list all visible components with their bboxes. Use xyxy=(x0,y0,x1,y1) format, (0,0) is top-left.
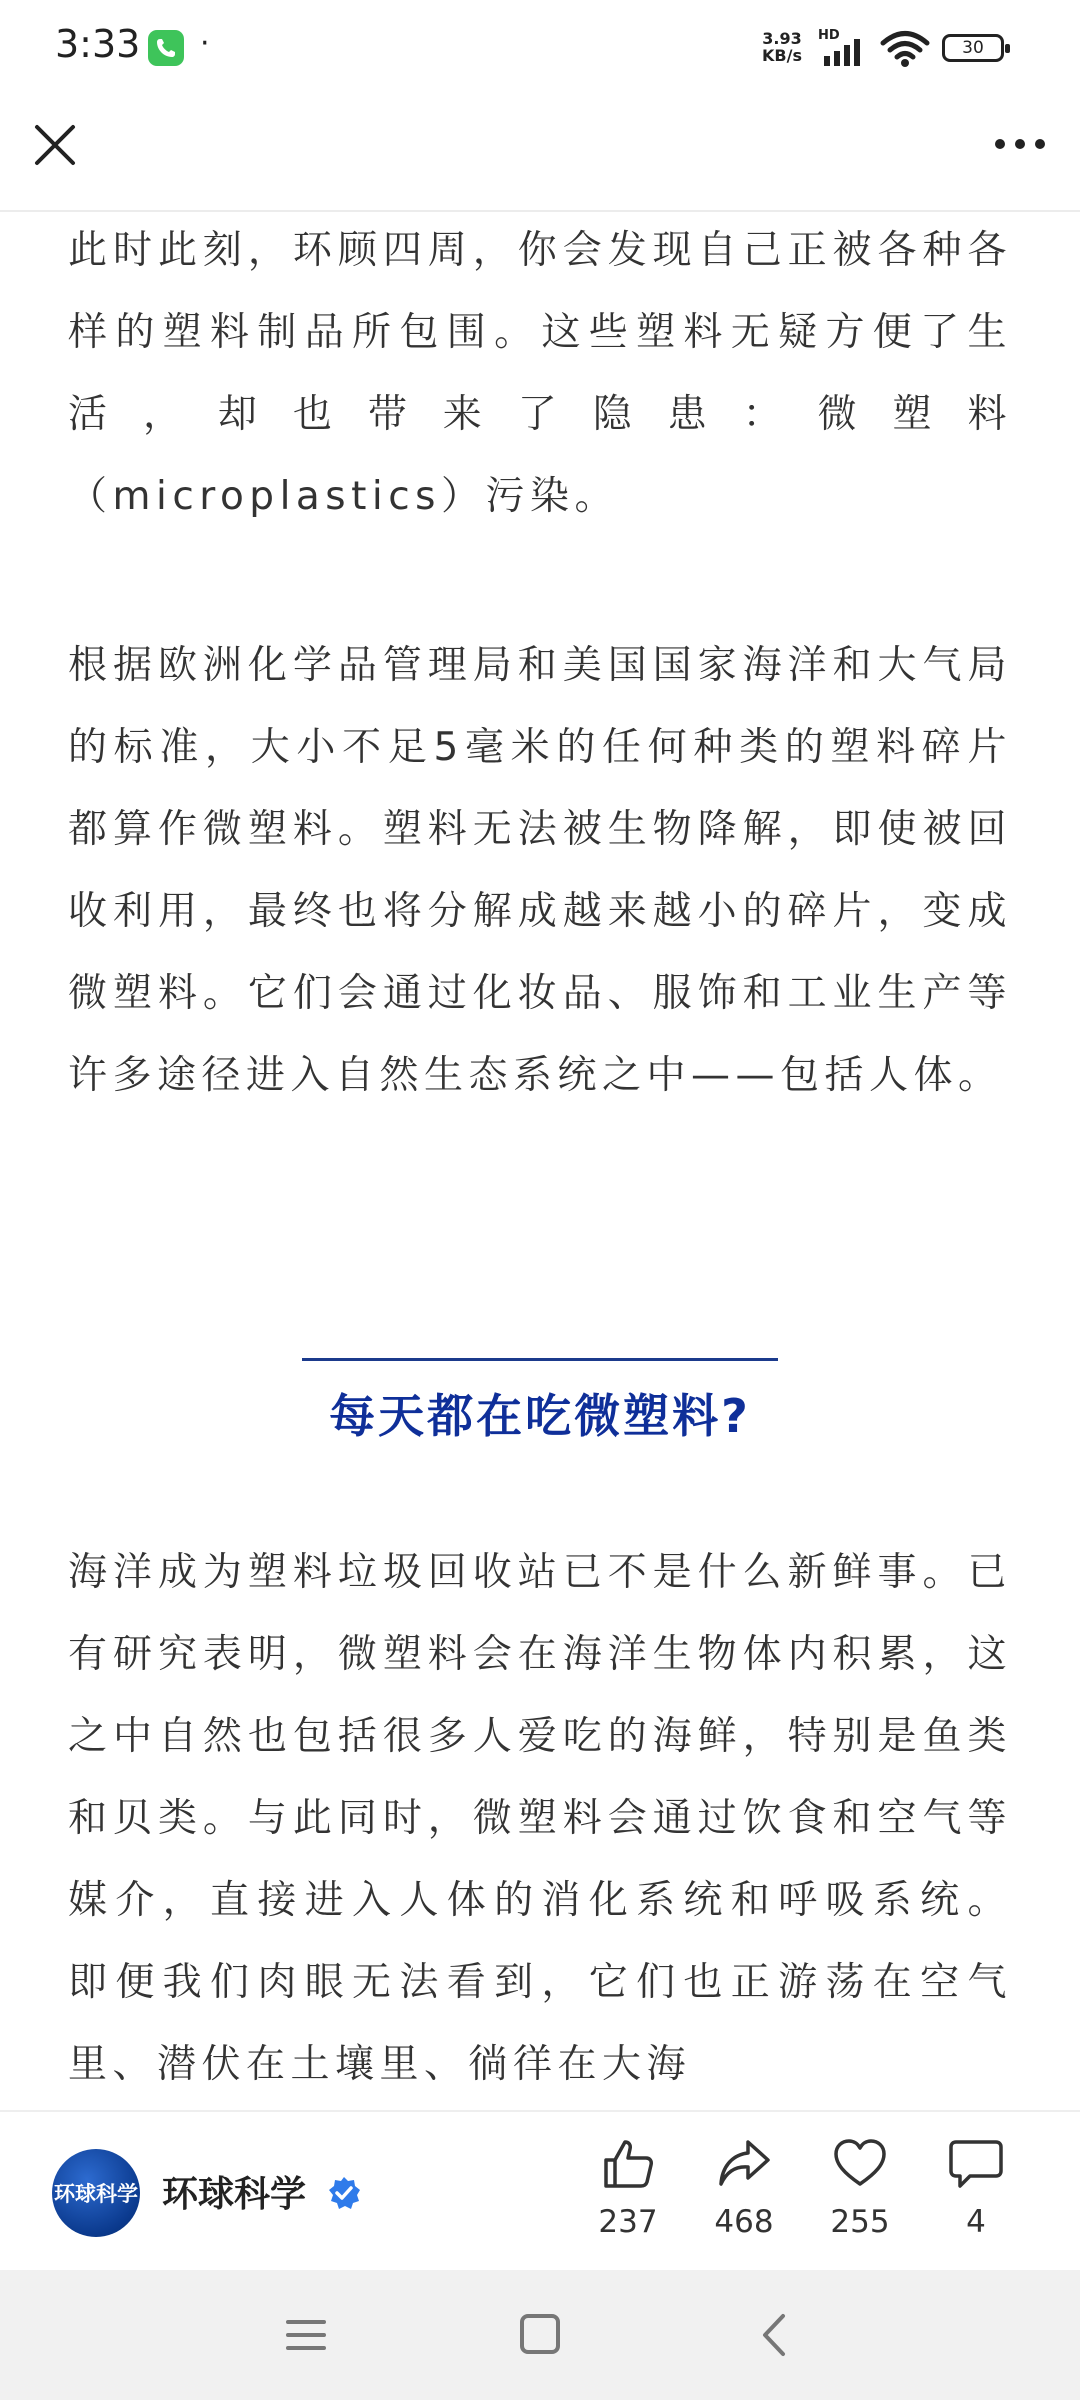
verified-icon xyxy=(327,2176,361,2210)
favorite-button[interactable] xyxy=(810,2136,910,2256)
author-avatar[interactable]: 环球科学 xyxy=(52,2149,140,2237)
section-divider xyxy=(302,1358,778,1361)
system-nav-bar xyxy=(0,2270,1080,2400)
favorite-count: 255 xyxy=(830,2204,890,2240)
share-icon xyxy=(716,2136,772,2192)
like-button[interactable] xyxy=(578,2136,678,2256)
network-speed-value: 3.93 xyxy=(762,29,802,48)
more-icon xyxy=(990,124,1050,164)
top-bar xyxy=(0,100,1080,212)
share-count: 468 xyxy=(714,2204,774,2240)
menu-icon xyxy=(276,2310,336,2360)
menu-button[interactable] xyxy=(276,2310,336,2360)
battery-icon xyxy=(942,34,1004,62)
status-dot: · xyxy=(200,26,210,61)
back-icon xyxy=(745,2310,805,2360)
hd-label: HD xyxy=(818,28,840,43)
comment-button[interactable] xyxy=(926,2136,1026,2256)
signal-icon xyxy=(822,38,872,66)
article-paragraph: 根据欧洲化学品管理局和美国国家海洋和大气局的标准，大小不足5毫米的任何种类的塑料碎片都算作微塑料。塑料无法被生物降解，即使被回收利用，最终也将分解成越来越小的碎片，变成微塑料。它们会通过化妆品、服饰和工业生产等许多途径进入自然生态系统之中——包括人体。 xyxy=(68,643,1012,1098)
like-icon xyxy=(600,2136,656,2192)
comment-count: 4 xyxy=(966,2204,986,2240)
favorite-icon xyxy=(832,2136,888,2192)
back-button[interactable] xyxy=(745,2310,805,2360)
article-paragraph: 此时此刻，环顾四周，你会发现自己正被各种各样的塑料制品所包围。这些塑料无疑方便了生活，却也带来了隐患：微塑料（microplastics）污染。 xyxy=(68,228,1012,519)
article-body xyxy=(68,210,1012,2110)
comment-icon xyxy=(948,2136,1004,2192)
network-speed-unit: KB/s xyxy=(762,46,802,65)
bottom-action-bar xyxy=(0,2110,1080,2272)
section-heading: 每天都在吃微塑料? xyxy=(329,1389,751,1443)
call-icon xyxy=(148,30,184,66)
wifi-icon xyxy=(880,30,930,68)
close-icon xyxy=(30,120,80,170)
status-time: 3:33 xyxy=(55,22,141,66)
home-icon xyxy=(510,2310,570,2360)
author-name[interactable]: 环球科学 xyxy=(162,2174,307,2215)
network-speed xyxy=(762,30,802,64)
home-button[interactable] xyxy=(510,2310,570,2360)
close-button[interactable] xyxy=(30,120,80,170)
more-options-button[interactable] xyxy=(990,124,1050,164)
battery-level: 30 xyxy=(962,38,984,58)
article-paragraph: 海洋成为塑料垃圾回收站已不是什么新鲜事。已有研究表明，微塑料会在海洋生物体内积累，这之中自然也包括很多人爱吃的海鲜，特别是鱼类和贝类。与此同时，微塑料会通过饮食和空气等媒介，直接进入人体的消化系统和呼吸系统。 即便我们肉眼无法看到，它们也正游荡在空气里、潜伏在土壤里、徜徉在大海 xyxy=(68,1550,1012,2087)
status-bar xyxy=(0,0,1080,100)
share-button[interactable] xyxy=(694,2136,794,2256)
like-count: 237 xyxy=(598,2204,658,2240)
